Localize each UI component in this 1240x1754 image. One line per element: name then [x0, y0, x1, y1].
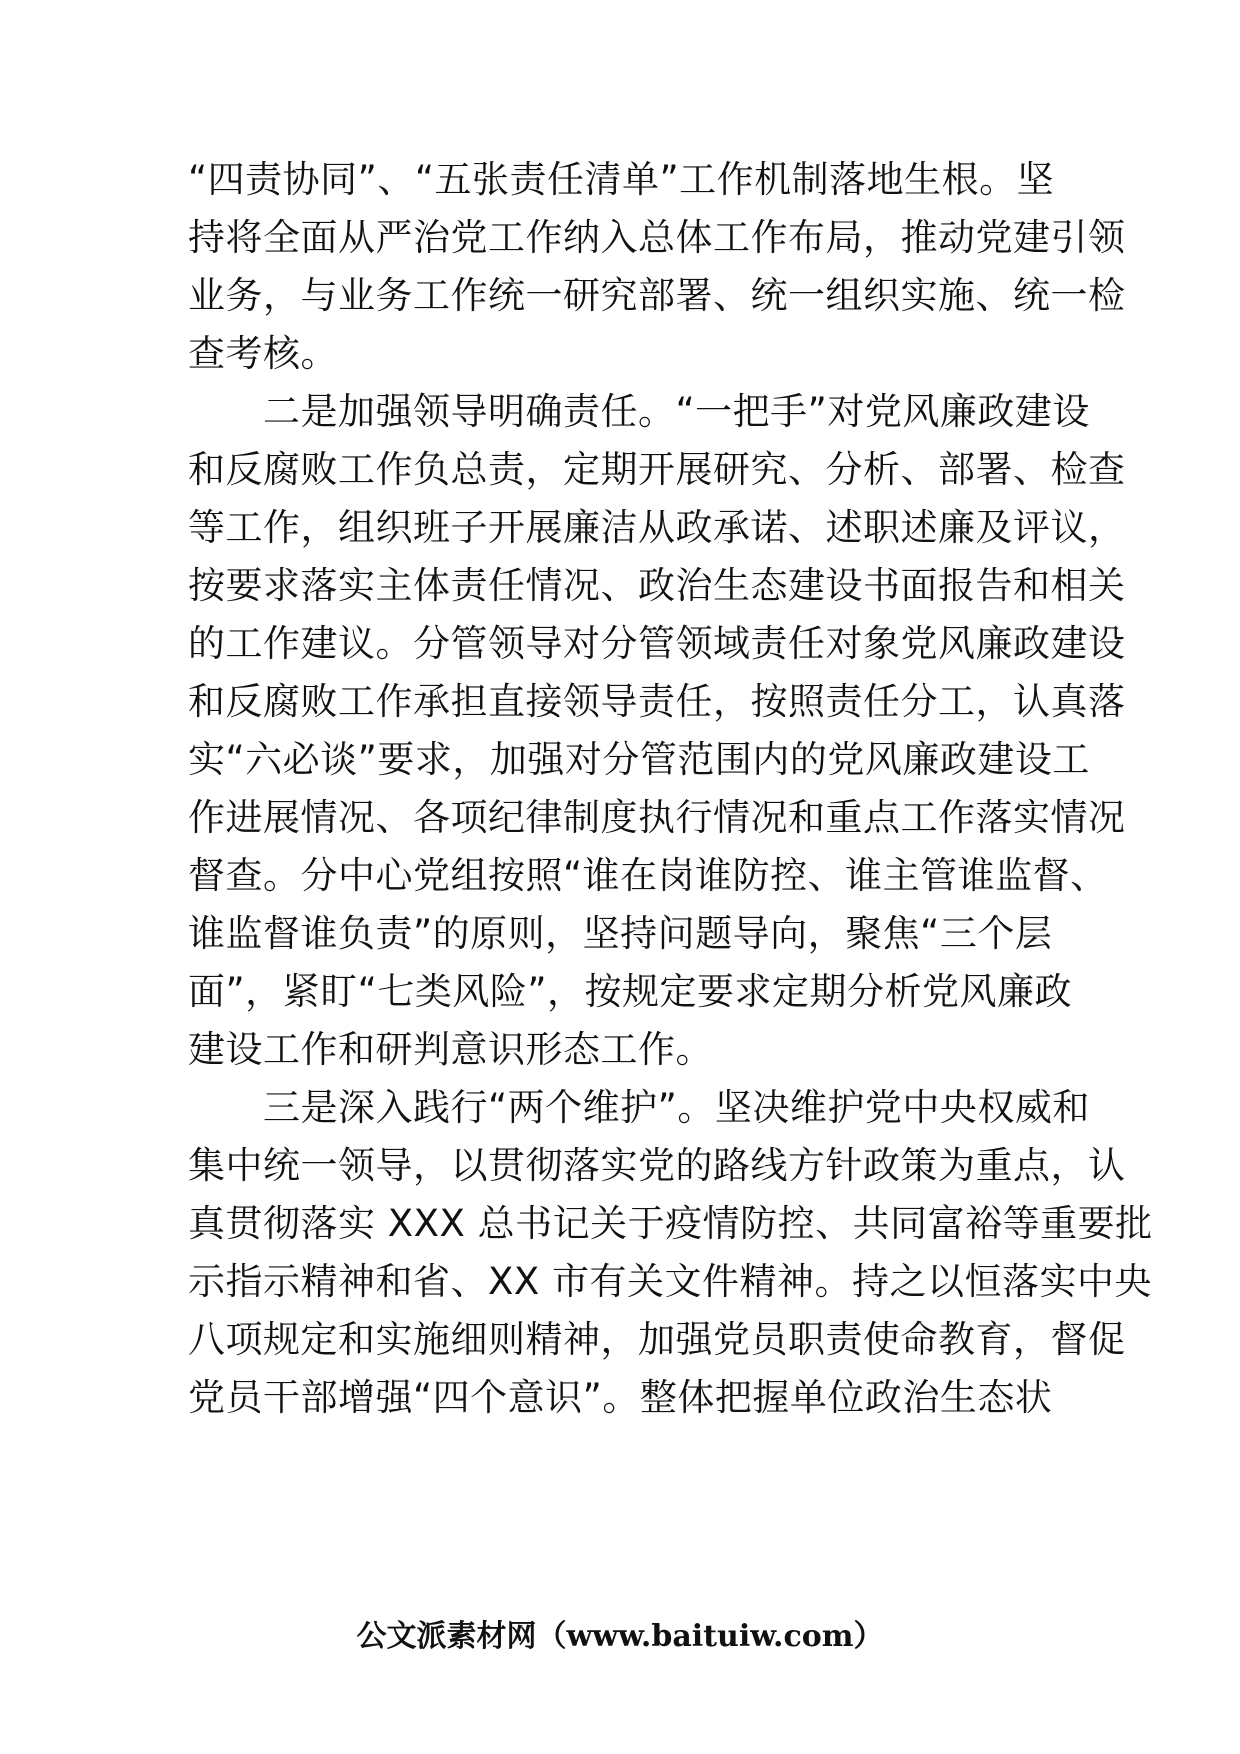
body-text-line: 实“六必谈”要求，加强对分管范围内的党风廉政建设工 [188, 738, 1090, 781]
body-text-line: 谁监督谁负责”的原则，坚持问题导向，聚焦“三个层 [188, 912, 1053, 955]
body-text-line: 业务，与业务工作统一研究部署、统一组织实施、统一检 [188, 274, 1126, 317]
body-text-line: 建设工作和研判意识形态工作。 [188, 1028, 713, 1071]
body-text-line: 持将全面从严治党工作纳入总体工作布局，推动党建引领 [188, 216, 1126, 259]
body-text-line: 等工作，组织班子开展廉洁从政承诺、述职述廉及评议， [188, 506, 1126, 549]
body-text-line: 面”，紧盯“七类风险”，按规定要求定期分析党风廉政 [188, 970, 1073, 1013]
body-text-line: 集中统一领导，以贯彻落实党的路线方针政策为重点，认 [188, 1144, 1126, 1187]
body-text-line: 示指示精神和省、XX 市有关文件精神。持之以恒落实中央 [188, 1260, 1152, 1303]
page-footer-watermark: 公文派素材网（www.baituiw.com） [356, 1619, 884, 1654]
body-text-line: 查考核。 [188, 332, 338, 375]
paragraph-first-line: 三是深入践行“两个维护”。坚决维护党中央权威和 [188, 1086, 1090, 1129]
body-text-line: 和反腐败工作承担直接领导责任，按照责任分工，认真落 [188, 680, 1126, 723]
body-text-line: 按要求落实主体责任情况、政治生态建设书面报告和相关 [188, 564, 1126, 607]
body-text-line: 党员干部增强“四个意识”。整体把握单位政治生态状 [188, 1376, 1053, 1419]
body-text-line: 真贯彻落实 XXX 总书记关于疫情防控、共同富裕等重要批 [188, 1202, 1153, 1245]
paragraph-first-line: 二是加强领导明确责任。“一把手”对党风廉政建设 [188, 390, 1090, 433]
body-text-line: 和反腐败工作负总责，定期开展研究、分析、部署、检查 [188, 448, 1126, 491]
body-text-line: 八项规定和实施细则精神，加强党员职责使命教育，督促 [188, 1318, 1126, 1361]
body-text-line: 作进展情况、各项纪律制度执行情况和重点工作落实情况 [188, 796, 1126, 839]
body-text-line: 的工作建议。分管领导对分管领域责任对象党风廉政建设 [188, 622, 1126, 665]
body-text-line: “四责协同”、“五张责任清单”工作机制落地生根。坚 [188, 158, 1055, 201]
body-text-line: 督查。分中心党组按照“谁在岗谁防控、谁主管谁监督、 [188, 854, 1108, 897]
